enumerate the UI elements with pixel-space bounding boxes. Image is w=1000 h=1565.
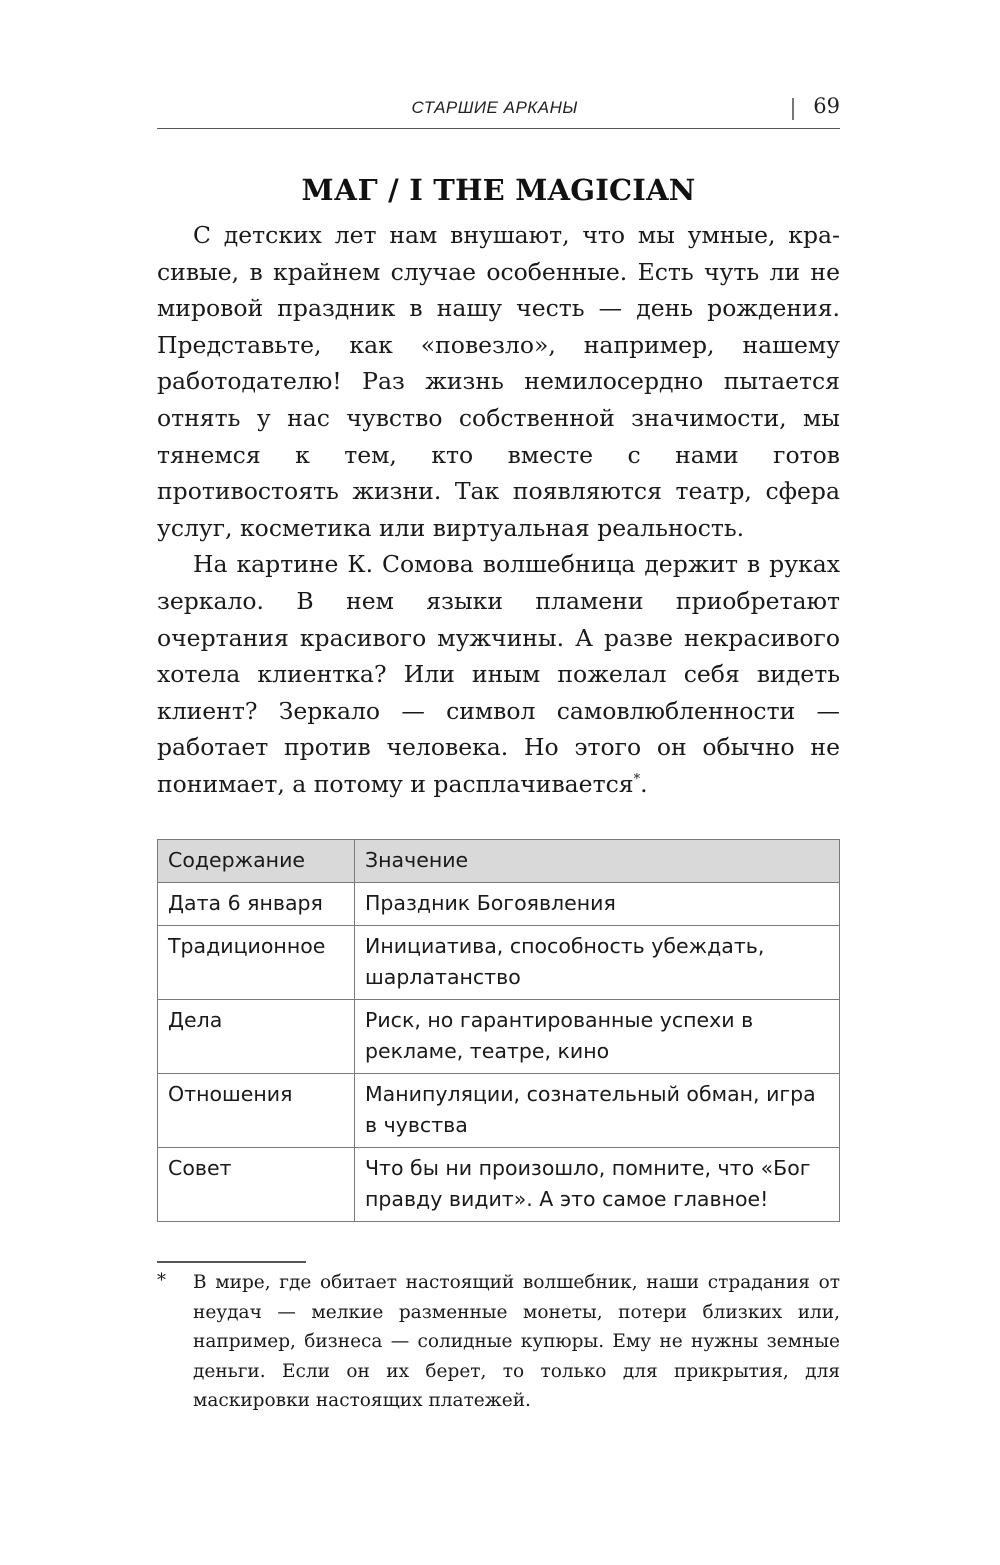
paragraph-2-text: На картине К. Сомова волшебница держит в руках зеркало. В нем языки пламени приобретают очертания красивого мужчины. А разве некрасивого хотела клиентка? Или иным пожелал себя видеть клиент? Зеркало — символ самовлюбленности — работает против человека. Но этого он обычно не понимает, а потому и расплачивается bbox=[157, 550, 840, 798]
paragraph-1: С детских лет нам внушают, что мы умные, красивые, в крайнем случае особенные. Есть чуть ли не мировой праздник в нашу честь — день рождения. Представьте, как «повезло», например, нашему работодателю! Раз жизнь немилосердно пытается отнять у нас чувство собственной значимости, мы тянемся к тем, кто вместе с нами готов противостоять жизни. Так появляются театр, сфера услуг, косметика или виртуальная реальность. bbox=[157, 221, 840, 542]
table-cell-value: Что бы ни произошло, помните, что «Бог правду видит». А это самое главное! bbox=[355, 1148, 840, 1222]
table-cell-value: Праздник Богоявления bbox=[355, 883, 840, 926]
footnote-divider bbox=[157, 1261, 306, 1263]
table-header-cell: Значение bbox=[355, 840, 840, 883]
card-meaning-table bbox=[157, 839, 840, 1222]
table-row bbox=[158, 926, 840, 1000]
table-row bbox=[158, 883, 840, 926]
paragraph-2 bbox=[157, 546, 840, 802]
paragraph-2-end: . bbox=[640, 769, 648, 798]
footnote-reference[interactable]: * bbox=[633, 772, 641, 788]
table-cell-key: Дела bbox=[158, 1000, 355, 1074]
table-cell-value: Риск, но гарантированные успехи в рекламе, театре, кино bbox=[355, 1000, 840, 1074]
running-header bbox=[157, 92, 840, 129]
header-separator bbox=[792, 98, 794, 120]
footnote bbox=[157, 1268, 840, 1416]
table-cell-key: Отношения bbox=[158, 1074, 355, 1148]
chapter-title: МАГ / I THE MAGICIAN bbox=[301, 173, 696, 208]
table-row bbox=[158, 1148, 840, 1222]
table-cell-key: Традиционное bbox=[158, 926, 355, 1000]
table-row bbox=[158, 1074, 840, 1148]
footnote-mark: * bbox=[157, 1270, 166, 1291]
body-text bbox=[157, 217, 840, 803]
table-cell-value: Инициатива, способность убеждать, шарлатанство bbox=[355, 926, 840, 1000]
footnote-text: В мире, где обитает настоящий волшебник, наши страдания от неудач — мелкие разменные монеты, потери близких или, например, бизнеса — солидные купюры. Ему не нужны земные деньги. Если он их берет, то только для прикрытия, для маскировки настоящих платежей. bbox=[193, 1272, 840, 1411]
table-header-row bbox=[158, 840, 840, 883]
section-title: СТАРШИЕ АРКАНЫ bbox=[411, 98, 578, 117]
table-header-cell: Содержание bbox=[158, 840, 355, 883]
table-cell-key: Совет bbox=[158, 1148, 355, 1222]
page-number: 69 bbox=[813, 94, 840, 118]
table-row bbox=[158, 1000, 840, 1074]
table-cell-value: Манипуляции, сознательный обман, игра в чувства bbox=[355, 1074, 840, 1148]
table-cell-key: Дата 6 января bbox=[158, 883, 355, 926]
